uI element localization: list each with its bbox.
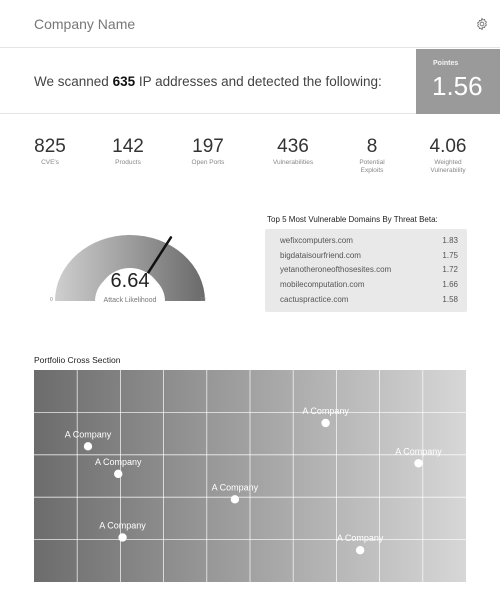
score-box xyxy=(416,49,500,114)
scatter-point[interactable] xyxy=(84,442,92,450)
scatter-point-label: A Company xyxy=(99,520,146,531)
scatter-point-label: A Company xyxy=(302,406,349,416)
stat-cves xyxy=(10,136,90,167)
domain-row xyxy=(280,278,458,293)
stat-value: 4.06 xyxy=(429,136,467,157)
domain-row xyxy=(280,263,458,278)
domain-score: 1.83 xyxy=(442,236,458,245)
domain-name: bigdataisourfriend.com xyxy=(280,251,361,260)
stat-value: 8 xyxy=(366,136,378,157)
domain-name: wefixcomputers.com xyxy=(280,236,353,245)
gauge-min-label: 0 xyxy=(50,297,53,303)
domain-score: 1.66 xyxy=(442,280,458,289)
scatter-point[interactable] xyxy=(231,495,239,503)
stats-row xyxy=(0,114,500,194)
gauge-label: Attack Likelihood xyxy=(103,297,157,304)
stat-value: 142 xyxy=(112,136,144,157)
domain-name: cactuspractice.com xyxy=(280,295,349,304)
stat-label: Open Ports xyxy=(191,159,225,166)
domains-title: Top 5 Most Vulnerable Domains By Threat Beta: xyxy=(267,215,438,224)
domain-row xyxy=(280,293,458,308)
domain-row xyxy=(280,234,458,249)
scan-prefix: We scanned xyxy=(34,74,113,89)
stat-products xyxy=(88,136,168,167)
scan-summary-text xyxy=(34,74,382,89)
stat-potential-exploits xyxy=(332,136,412,175)
scan-count: 635 xyxy=(112,74,136,89)
stat-label: Products xyxy=(115,159,141,166)
domain-row xyxy=(280,249,458,264)
stat-label: Weighted Vulnerability xyxy=(430,159,466,174)
score-label: Pointes xyxy=(433,60,459,67)
gauge-value: 6.64 xyxy=(110,270,150,292)
scatter-point[interactable] xyxy=(118,533,126,541)
scatter-point[interactable] xyxy=(114,470,122,478)
domain-score: 1.72 xyxy=(442,265,458,274)
scatter-point-label: A Company xyxy=(64,429,112,440)
scatter-point[interactable] xyxy=(414,459,422,467)
scan-summary xyxy=(0,49,500,114)
stat-value: 825 xyxy=(34,136,66,157)
scatter-point[interactable] xyxy=(356,546,364,554)
company-name: Company Name xyxy=(34,16,136,32)
domain-name: yetanotheroneofthosesites.com xyxy=(280,265,392,274)
scatter-point[interactable] xyxy=(321,419,329,427)
portfolio-title: Portfolio Cross Section xyxy=(34,355,121,365)
stat-vulnerabilities xyxy=(253,136,333,167)
stat-label: Potential Exploits xyxy=(359,159,385,174)
domains-list xyxy=(265,229,467,312)
score-value: 1.56 xyxy=(432,71,483,101)
stat-value: 197 xyxy=(192,136,224,157)
stat-label: Vulnerabilities xyxy=(272,159,314,166)
domain-name: mobilecomputation.com xyxy=(280,280,365,289)
portfolio-scatter-chart xyxy=(34,370,466,582)
stat-weighted-vulnerability xyxy=(408,136,488,175)
scatter-point-label: A Company xyxy=(211,482,259,493)
scatter-point-label: A Company xyxy=(395,446,442,457)
domain-score: 1.58 xyxy=(442,295,458,304)
stat-value: 436 xyxy=(277,136,309,157)
gear-icon[interactable] xyxy=(475,17,489,31)
scatter-point-label: A Company xyxy=(336,533,384,544)
gauge-max-label: 10 xyxy=(200,297,206,303)
scatter-point-label: A Company xyxy=(94,456,142,467)
stat-label: CVE's xyxy=(41,159,59,166)
scan-suffix: IP addresses and detected the following: xyxy=(135,74,382,89)
stat-open-ports xyxy=(168,136,248,167)
top-header xyxy=(0,0,500,48)
domain-score: 1.75 xyxy=(442,251,458,260)
